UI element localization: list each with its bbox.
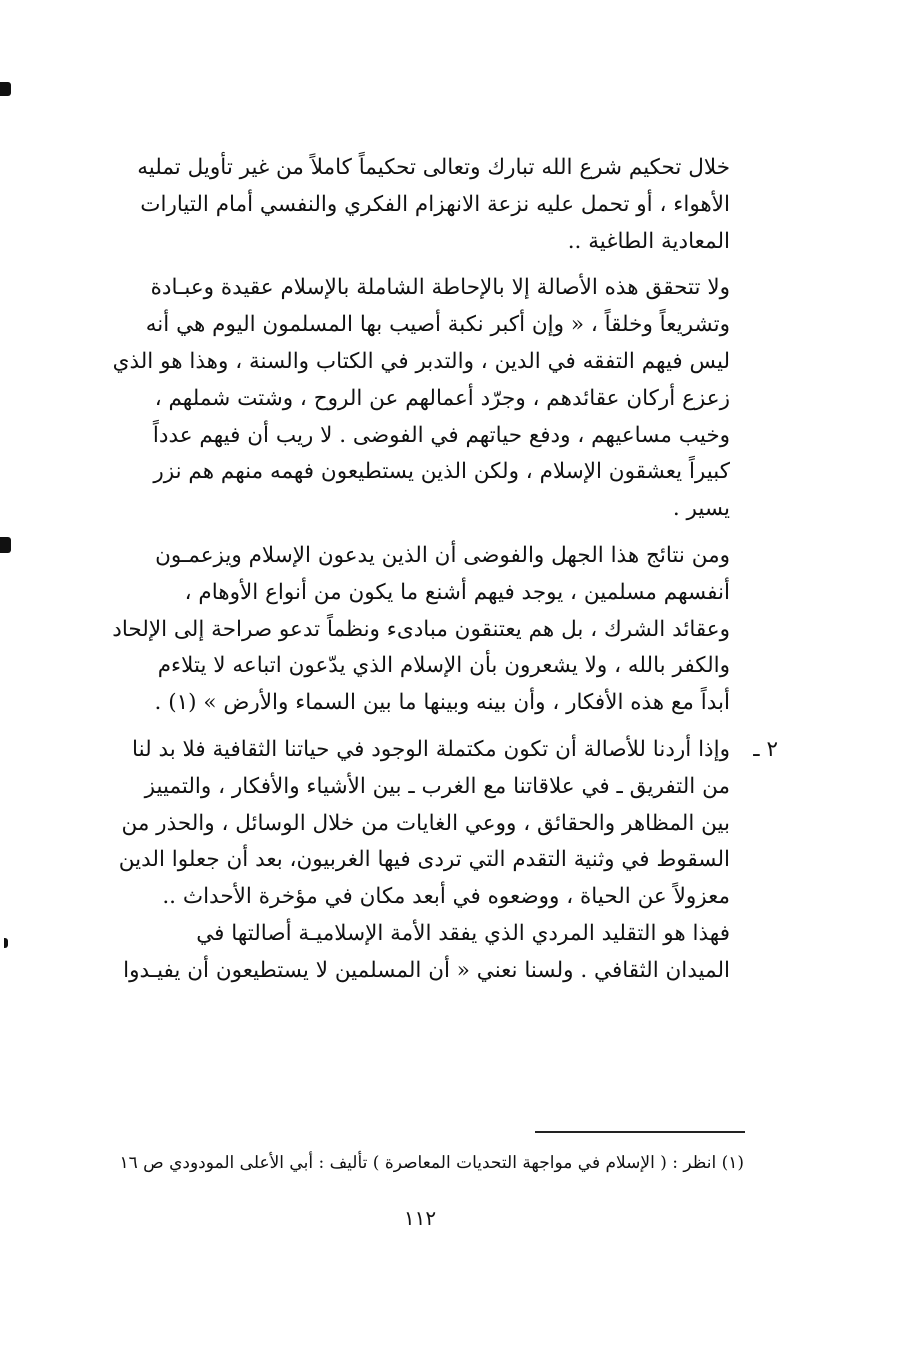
text-line: فهذا هو التقليد المردي الذي يفقد الأمة الإسلاميـة أصالتها في	[196, 920, 730, 946]
text-line: ولا تتحقق هذه الأصالة إلا بالإحاطة الشاملة بالإسلام عقيدة وعبـادة	[150, 275, 730, 301]
text-line: السقوط في وثنية التقدم التي تردى فيها الغربيون، بعد أن جعلوا الدين	[118, 847, 730, 873]
paragraph-1	[90, 150, 730, 260]
text-line: وإذا أردنا للأصالة أن تكون مكتملة الوجود في حياتنا الثقافية فلا بد لنا	[132, 736, 730, 762]
page-body	[90, 150, 778, 1000]
text-line: زعزع أركان عقائدهم ، وجرّد أعمالهم عن الروح ، وشتت شملهم ،	[154, 385, 730, 411]
text-line: بين المظاهر والحقائق ، ووعي الغايات من خلال الوسائل ، والحذر من	[121, 810, 730, 836]
scan-margin-mark	[4, 938, 8, 948]
paragraph-2	[90, 270, 730, 528]
text-line: يسير .	[672, 496, 730, 522]
text-line: وعقائد الشرك ، بل هم يعتنقون مبادىء ونظماً تدعو صراحة إلى الإلحاد	[112, 616, 730, 642]
paragraph-3	[90, 538, 730, 722]
text-line: ليس فيهم التفقه في الدين ، والتدبر في الكتاب والسنة ، وهذا هو الذي	[112, 348, 730, 374]
scan-margin-mark	[0, 537, 11, 553]
text-line: الأهواء ، أو تحمل عليه نزعة الانهزام الفكري والنفسي أمام التيارات	[140, 191, 730, 217]
text-line: وتشريعاً وخلقاً ، « وإن أكبر نكبة أصيب بها المسلمون اليوم هي أنه	[145, 312, 730, 338]
text-line: أنفسهم مسلمين ، يوجد فيهم أشنع ما يكون من أنواع الأوهام ،	[184, 579, 730, 605]
paragraph-number: ٢ ـ	[753, 736, 778, 762]
text-line: المعادية الطاغية ..	[567, 228, 730, 254]
page-number: ١١٢	[403, 1206, 437, 1230]
text-line: وخيب مساعيهم ، ودفع حياتهم في الفوضى . لا ريب أن فيهم عدداً	[152, 422, 730, 448]
scan-margin-mark	[0, 82, 11, 96]
footnote-divider	[535, 1131, 745, 1133]
footnote: (١) انظر : ( الإسلام في مواجهة التحديات المعاصرة ) تأليف : أبي الأعلى المودودي ص ١٦	[119, 1153, 744, 1173]
text-line: الميدان الثقافي . ولسنا نعني « أن المسلمين لا يستطيعون أن يفيـدوا	[123, 957, 730, 983]
text-line: ومن نتائج هذا الجهل والفوضى أن الذين يدعون الإسلام ويزعمـون	[155, 542, 730, 568]
paragraph-4	[90, 732, 778, 990]
text-line: من التفريق ـ في علاقاتنا مع الغرب ـ بين الأشياء والأفكار ، والتمييز	[144, 773, 730, 799]
text-line: معزولاً عن الحياة ، ووضعوه في أبعد مكان في مؤخرة الأحداث ..	[162, 884, 730, 910]
text-line: خلال تحكيم شرع الله تبارك وتعالى تحكيماً كاملاً من غير تأويل تمليه	[137, 155, 730, 180]
text-line: كبيراً يعشقون الإسلام ، ولكن الذين يستطيعون فهمه منهم هم نزر	[153, 459, 730, 485]
text-line: أبداً مع هذه الأفكار ، وأن بينه وبينها ما بين السماء والأرض » (١) .	[154, 690, 730, 716]
text-line: والكفر بالله ، ولا يشعرون بأن الإسلام الذي يدّعون اتباعه لا يتلاءم	[157, 653, 730, 679]
